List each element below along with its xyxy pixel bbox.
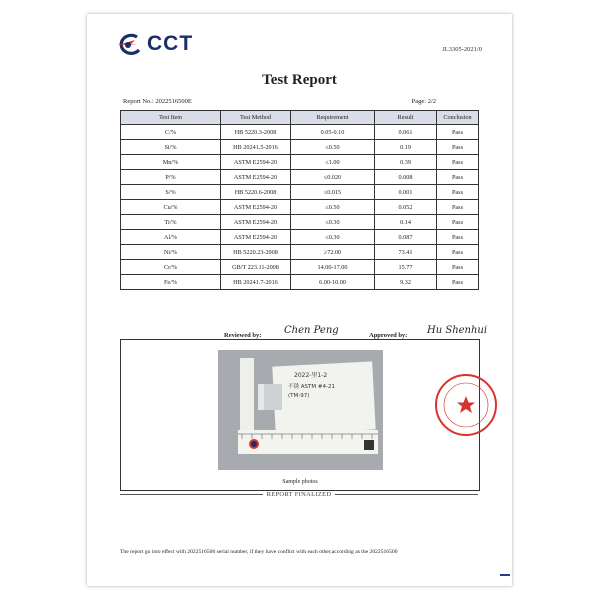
table-row (121, 125, 479, 140)
table-cell: Pass (437, 140, 479, 155)
sample-label-line1: 2022-里1-2 (294, 372, 328, 379)
logo-text: CCT (147, 32, 194, 55)
table-cell: 0.05-0.10 (291, 125, 375, 140)
table-cell: HB 5220.6-2008 (221, 185, 291, 200)
table-cell: 0.001 (375, 185, 437, 200)
approved-by-label: Approved by: (369, 332, 408, 339)
table-cell: ASTM E2594-20 (221, 170, 291, 185)
table-cell: ASTM E2594-20 (221, 215, 291, 230)
table-cell: S/% (121, 185, 221, 200)
cct-logo-icon (115, 33, 143, 55)
table-cell: Pass (437, 185, 479, 200)
table-row (121, 275, 479, 290)
table-cell: ASTM E2594-20 (221, 155, 291, 170)
table-cell: ≤1.00 (291, 155, 375, 170)
table-row (121, 155, 479, 170)
report-sheet (87, 14, 512, 586)
sample-photo-icon (218, 350, 383, 470)
table-row (121, 185, 479, 200)
document-number: JL3305-2021/0 (442, 46, 482, 53)
table-cell: 0.052 (375, 200, 437, 215)
approver-signature: Hu Shenhui (427, 325, 488, 336)
table-cell: C/% (121, 125, 221, 140)
table-cell: Pass (437, 200, 479, 215)
table-cell: ≤0.50 (291, 200, 375, 215)
table-cell: Pass (437, 245, 479, 260)
photo-caption: Sample photos (282, 479, 318, 485)
table-row (121, 215, 479, 230)
header-conclusion: Conclusion (437, 111, 479, 125)
table-cell: ASTM E2594-20 (221, 200, 291, 215)
report-finalized-text: REPORT FINALIZED (266, 491, 332, 498)
sample-label-line2: 不锈 ASTM #4-21 (288, 384, 335, 390)
table-row (121, 140, 479, 155)
table-cell: Ni/% (121, 245, 221, 260)
table-cell: 0.087 (375, 230, 437, 245)
table-cell: Al/% (121, 230, 221, 245)
reviewer-signature: Chen Peng (284, 325, 339, 336)
company-logo (115, 32, 193, 56)
table-cell: 0.39 (375, 155, 437, 170)
table-row (121, 200, 479, 215)
table-cell: ≤0.020 (291, 170, 375, 185)
header-test-item: Test Item (121, 111, 221, 125)
table-cell: HB 5220.3-2008 (221, 125, 291, 140)
table-row (121, 230, 479, 245)
table-cell: 0.19 (375, 140, 437, 155)
sample-photo-frame (120, 339, 480, 491)
table-cell: Mn/% (121, 155, 221, 170)
table-cell: 15.77 (375, 260, 437, 275)
finalized-divider-left (120, 494, 263, 495)
table-cell: Pass (437, 230, 479, 245)
page-title: Test Report (262, 72, 337, 88)
table-header-row (121, 111, 479, 125)
header-test-method: Test Method (221, 111, 291, 125)
table-cell: Pass (437, 260, 479, 275)
table-cell: 0.061 (375, 125, 437, 140)
table-cell: ≥72.00 (291, 245, 375, 260)
table-row (121, 245, 479, 260)
table-cell: 9.32 (375, 275, 437, 290)
table-cell: ≤0.30 (291, 230, 375, 245)
header-requirement: Requirement (291, 111, 375, 125)
page-number: Page: 2/2 (411, 98, 436, 105)
table-cell: GB/T 223.11-2008 (221, 260, 291, 275)
table-cell: Pass (437, 170, 479, 185)
table-cell: ≤0.50 (291, 140, 375, 155)
header-result: Result (375, 111, 437, 125)
table-cell: HB 5220.23-2008 (221, 245, 291, 260)
report-number: Report No.: 2022516500E (123, 98, 192, 105)
table-cell: 14.00-17.00 (291, 260, 375, 275)
table-cell: 0.008 (375, 170, 437, 185)
table-cell: Pass (437, 275, 479, 290)
reviewed-by-label: Reviewed by: (224, 332, 262, 339)
sample-label-line3: (TM-97) (288, 393, 310, 399)
table-cell: ≤0.015 (291, 185, 375, 200)
table-cell: HB 20241.5-2016 (221, 140, 291, 155)
table-cell: 6.00-10.00 (291, 275, 375, 290)
table-cell: Pass (437, 215, 479, 230)
footer-accent (500, 574, 510, 576)
table-cell: Fe/% (121, 275, 221, 290)
table-cell: Cu/% (121, 200, 221, 215)
table-cell: ≤0.30 (291, 215, 375, 230)
results-table (120, 110, 479, 290)
table-cell: Si/% (121, 140, 221, 155)
sample-photo (218, 350, 383, 470)
finalized-divider-right (335, 494, 478, 495)
validity-note: The report go into effect with 2022516500 serial number, if they have conflict with each other,according as the 2022516500 (120, 549, 398, 555)
table-cell: Cr/% (121, 260, 221, 275)
table-cell: 73.41 (375, 245, 437, 260)
official-stamp-icon (433, 372, 499, 438)
table-cell: ASTM E2594-20 (221, 230, 291, 245)
table-row (121, 260, 479, 275)
table-cell: Pass (437, 125, 479, 140)
table-cell: 0.14 (375, 215, 437, 230)
report-finalized-line (120, 491, 478, 498)
table-cell: P/% (121, 170, 221, 185)
table-cell: Ti/% (121, 215, 221, 230)
table-row (121, 170, 479, 185)
table-cell: HB 20241.7-2016 (221, 275, 291, 290)
table-cell: Pass (437, 155, 479, 170)
